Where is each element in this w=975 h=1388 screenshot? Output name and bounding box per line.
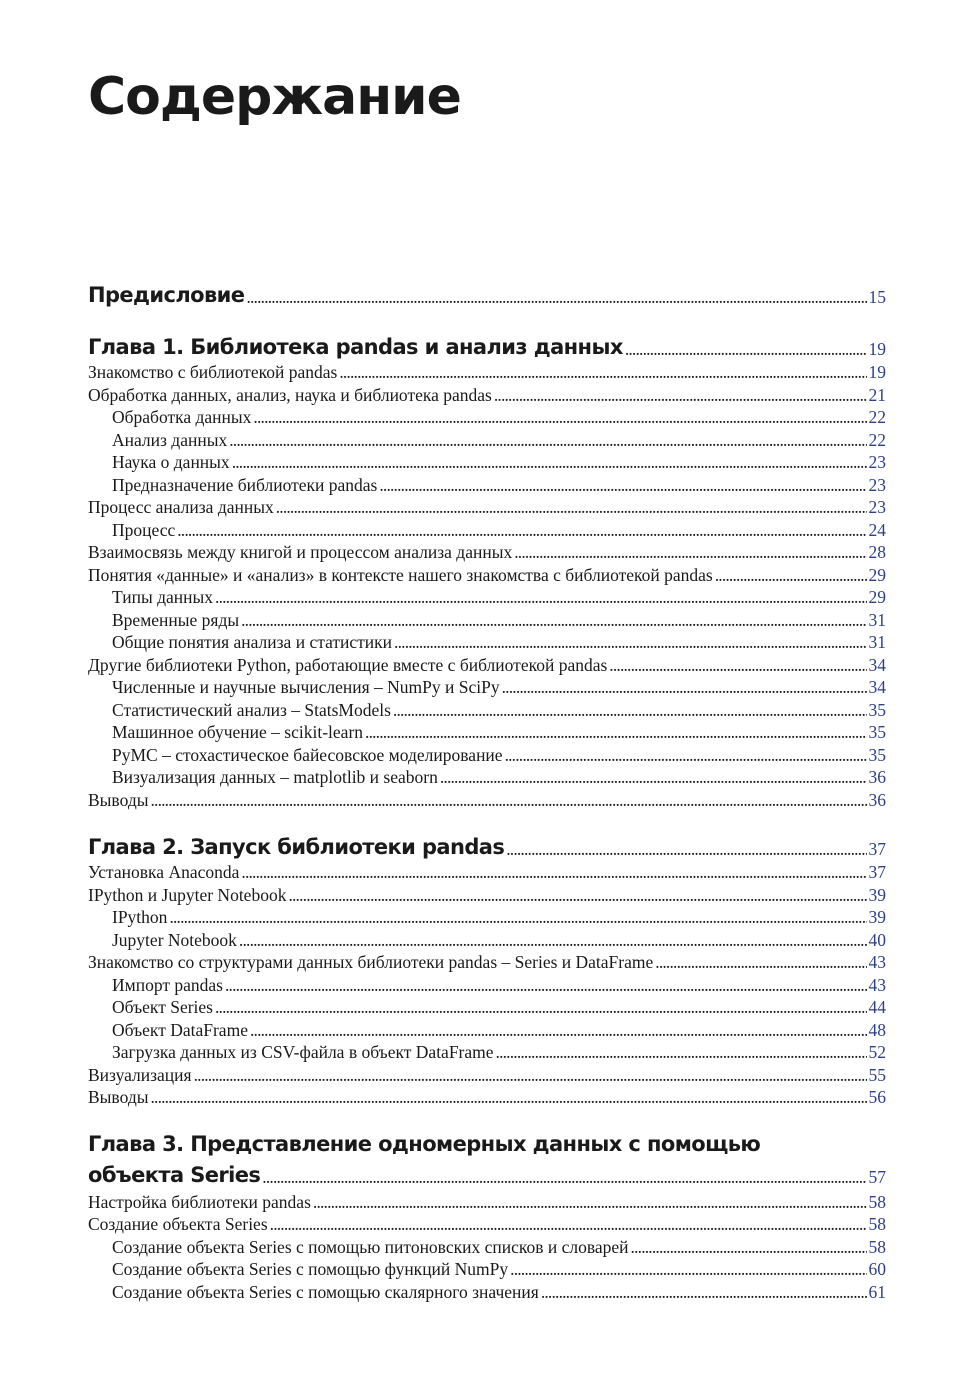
toc-entry-text: Знакомство со структурами данных библиотеки pandas – Series и DataFrame (88, 952, 654, 972)
dot-leader (313, 1194, 867, 1212)
toc-page-number: 44 (868, 997, 886, 1017)
toc-page-number: 35 (868, 722, 886, 742)
toc-page-number: 23 (868, 475, 886, 495)
toc-page-number: 55 (868, 1065, 886, 1085)
dot-leader (514, 544, 866, 562)
dot-leader (715, 567, 867, 585)
dot-leader (379, 477, 866, 495)
toc-entry-text: Настройка библиотеки pandas (88, 1192, 311, 1212)
toc-page-number: 22 (868, 407, 886, 427)
toc-entry-text: Объект Series (112, 997, 213, 1017)
toc-entry-text: Предназначение библиотеки pandas (112, 475, 378, 495)
dot-leader (232, 454, 867, 472)
toc-entry-text: Другие библиотеки Python, работающие вместе с библиотекой pandas (88, 655, 608, 675)
toc-subentry[interactable] (112, 1261, 886, 1279)
toc-page-number: 34 (868, 677, 886, 697)
dot-leader (194, 1067, 867, 1085)
dot-leader (288, 887, 866, 905)
toc-subentry[interactable] (112, 724, 886, 742)
toc-subentry[interactable] (112, 1284, 886, 1302)
toc-entry-text: Процесс анализа данных (88, 497, 274, 517)
dot-leader (250, 1022, 867, 1040)
toc-entry-text: Установка Anaconda (88, 862, 240, 882)
dot-leader (262, 1169, 866, 1187)
dot-leader (440, 769, 867, 787)
toc-subentry[interactable] (112, 747, 886, 765)
toc-entry[interactable] (88, 792, 886, 810)
toc-entry-text: Анализ данных (112, 430, 228, 450)
toc-page-number: 31 (868, 610, 886, 630)
dot-leader (394, 634, 866, 652)
toc-subentry[interactable] (112, 999, 886, 1017)
toc-subentry[interactable] (112, 702, 886, 720)
toc-chapter-heading[interactable] (88, 1165, 886, 1186)
toc-page-number: 19 (868, 338, 886, 359)
toc-page-number: 39 (868, 885, 886, 905)
toc-entry-text: PyMC – стохастическое байесовское моделирование (112, 745, 503, 765)
toc-entry-text: Jupyter Notebook (112, 930, 237, 950)
dot-leader (365, 724, 866, 742)
toc-entry-text: Предисловие (88, 283, 245, 307)
toc-page-number: 36 (868, 790, 886, 810)
dot-leader (496, 1044, 867, 1062)
toc-entry-text: объекта Series (88, 1163, 261, 1187)
toc-entry-text: Глава 2. Запуск библиотеки pandas (88, 835, 505, 859)
toc-entry-text: Наука о данных (112, 452, 230, 472)
dot-leader (541, 1284, 867, 1302)
dot-leader (505, 747, 867, 765)
toc-page-number: 35 (868, 700, 886, 720)
toc-page-number: 43 (868, 952, 886, 972)
toc-entry-text: Создание объекта Series с помощью питоновских списков и словарей (112, 1237, 629, 1257)
toc-page-number: 15 (868, 286, 886, 307)
dot-leader (276, 499, 867, 517)
toc-subentry[interactable] (112, 977, 886, 995)
toc-chapter-heading[interactable] (88, 837, 886, 858)
dot-leader (215, 589, 866, 607)
dot-leader (246, 289, 866, 307)
toc-page-number: 61 (868, 1282, 886, 1302)
toc-page-number: 23 (868, 497, 886, 517)
toc-page-number: 19 (868, 362, 886, 382)
dot-leader (270, 1216, 867, 1234)
toc-entry-text: Временные ряды (112, 610, 240, 630)
toc-page-number: 39 (868, 907, 886, 927)
toc-entry-text: Обработка данных, анализ, наука и библиотека pandas (88, 385, 492, 405)
toc-page-number: 58 (868, 1214, 886, 1234)
dot-leader (609, 657, 866, 675)
dot-leader (241, 864, 866, 882)
dot-leader (215, 999, 867, 1017)
toc-entry-text: Процесс (112, 520, 176, 540)
toc-entry[interactable] (88, 364, 886, 382)
toc-subentry[interactable] (112, 909, 886, 927)
toc-entry-text: Импорт pandas (112, 975, 223, 995)
toc-entry[interactable] (88, 544, 886, 562)
toc-entry-text: Статистический анализ – StatsModels (112, 700, 391, 720)
toc-page-number: 43 (868, 975, 886, 995)
toc-entry-text: IPython (112, 907, 168, 927)
toc-entry-text: Знакомство с библиотекой pandas (88, 362, 338, 382)
toc-entry[interactable] (88, 387, 886, 405)
toc-entry-text: Выводы (88, 790, 149, 810)
toc-page-number: 29 (868, 587, 886, 607)
dot-leader (225, 977, 867, 995)
toc-entry[interactable] (88, 567, 886, 585)
toc-page-number: 31 (868, 632, 886, 652)
toc-subentry[interactable] (112, 1044, 886, 1062)
dot-leader (625, 341, 867, 359)
toc-subentry[interactable] (112, 522, 886, 540)
toc-subentry[interactable] (112, 634, 886, 652)
toc-page-number: 24 (868, 520, 886, 540)
toc-subentry[interactable] (112, 409, 886, 427)
toc-page-number: 60 (868, 1259, 886, 1279)
toc-entry-text: Типы данных (112, 587, 214, 607)
dot-leader (502, 679, 867, 697)
toc-entry[interactable] (88, 1089, 886, 1107)
toc-page-number: 40 (868, 930, 886, 950)
dot-leader (150, 792, 866, 810)
dot-leader (169, 909, 866, 927)
toc-page-number: 34 (868, 655, 886, 675)
toc-entry-text: Численные и научные вычисления – NumPy и SciPy (112, 677, 500, 697)
toc-entry-text: Создание объекта Series с помощью функций NumPy (112, 1259, 509, 1279)
toc-page-number: 37 (868, 862, 886, 882)
dot-leader (631, 1239, 867, 1257)
dot-leader (494, 387, 867, 405)
toc-page-number: 52 (868, 1042, 886, 1062)
dot-leader (229, 432, 866, 450)
toc-entry-text: Создание объекта Series с помощью скалярного значения (112, 1282, 539, 1302)
toc-subentry[interactable] (112, 432, 886, 450)
toc-entry[interactable] (88, 499, 886, 517)
toc-entry-text: Визуализация данных – matplotlib и seaborn (112, 767, 438, 787)
toc-entry[interactable] (88, 954, 886, 972)
toc-page-number: 36 (868, 767, 886, 787)
toc-subentry[interactable] (112, 769, 886, 787)
toc-entry-text: Глава 1. Библиотека pandas и анализ данных (88, 335, 623, 359)
toc-entry[interactable] (88, 1194, 886, 1212)
toc-entry-text: Объект DataFrame (112, 1020, 248, 1040)
dot-leader (655, 954, 866, 972)
toc-page-number: 57 (868, 1166, 886, 1187)
dot-leader (510, 1261, 866, 1279)
dot-leader (393, 702, 867, 720)
toc-subentry[interactable] (112, 679, 886, 697)
toc-page-number: 29 (868, 565, 886, 585)
toc-entry-text: Выводы (88, 1087, 149, 1107)
toc-page-number: 37 (868, 838, 886, 859)
dot-leader (177, 522, 866, 540)
toc-entry[interactable] (88, 864, 886, 882)
toc-subentry[interactable] (112, 932, 886, 950)
toc-page-number: 58 (868, 1192, 886, 1212)
toc-chapter-heading[interactable] (88, 337, 886, 358)
dot-leader (339, 364, 866, 382)
toc-entry-text: Визуализация (88, 1065, 192, 1085)
toc-entry-text: Обработка данных (112, 407, 252, 427)
dot-leader (239, 932, 867, 950)
toc-entry-text: IPython и Jupyter Notebook (88, 885, 287, 905)
toc-entry[interactable] (88, 1067, 886, 1085)
dot-leader (253, 409, 866, 427)
toc-entry[interactable] (88, 887, 886, 905)
dot-leader (241, 612, 866, 630)
toc-subentry[interactable] (112, 454, 886, 472)
toc-page-number: 22 (868, 430, 886, 450)
toc-entry-text: Создание объекта Series (88, 1214, 268, 1234)
toc-entry-text: Общие понятия анализа и статистики (112, 632, 393, 652)
dot-leader (506, 841, 866, 859)
page-title: Содержание (88, 67, 461, 127)
toc-page-number: 48 (868, 1020, 886, 1040)
toc-subentry[interactable] (112, 612, 886, 630)
dot-leader (150, 1089, 866, 1107)
toc-page-number: 23 (868, 452, 886, 472)
toc-subentry[interactable] (112, 477, 886, 495)
toc-entry-text: Понятия «данные» и «анализ» в контексте нашего знакомства с библиотекой pandas (88, 565, 713, 585)
toc-entry[interactable] (88, 1216, 886, 1234)
toc-subentry[interactable] (112, 1239, 886, 1257)
toc-subentry[interactable] (112, 1022, 886, 1040)
toc-page-number: 28 (868, 542, 886, 562)
toc-page-number: 56 (868, 1087, 886, 1107)
toc-chapter-heading-line1[interactable]: Глава 3. Представление одномерных данных с помощью (88, 1132, 761, 1156)
toc-entry-text: Машинное обучение – scikit-learn (112, 722, 364, 742)
toc-page-number: 35 (868, 745, 886, 765)
toc-subentry[interactable] (112, 589, 886, 607)
toc-entry[interactable] (88, 657, 886, 675)
toc-entry-text: Взаимосвязь между книгой и процессом анализа данных (88, 542, 513, 562)
toc-entry-preface[interactable] (88, 285, 886, 306)
toc-page-number: 21 (868, 385, 886, 405)
toc-page-number: 58 (868, 1237, 886, 1257)
toc-entry-text: Загрузка данных из CSV-файла в объект DataFrame (112, 1042, 494, 1062)
